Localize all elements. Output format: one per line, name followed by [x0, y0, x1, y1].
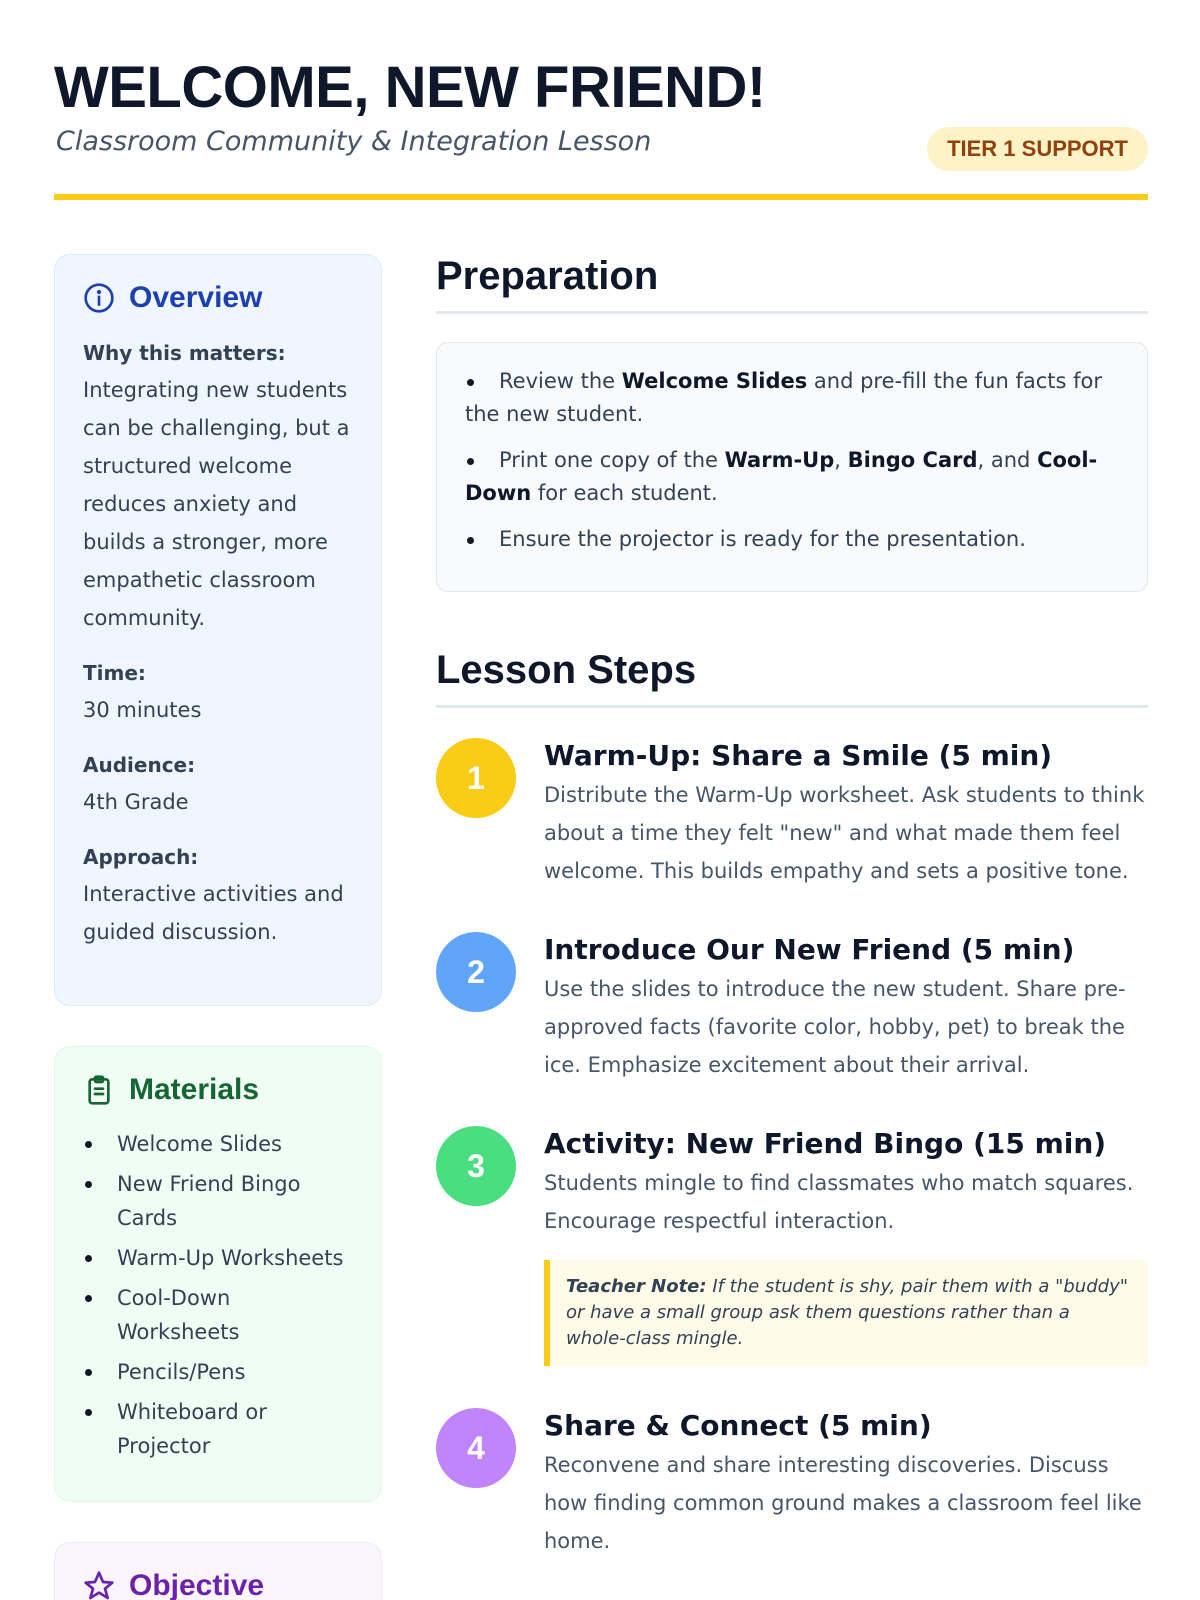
why-text: Integrating new students can be challenging, but a structured welcome reduces anxiety and builds a stronger, more empathetic classroom community.: [83, 378, 350, 630]
list-item: Whiteboard or Projector: [83, 1395, 353, 1463]
list-item: Pencils/Pens: [83, 1355, 353, 1389]
preparation-box: [436, 342, 1148, 592]
teacher-note: [544, 1260, 1148, 1366]
page-header: [54, 52, 1148, 161]
list-item: Warm-Up Worksheets: [83, 1241, 353, 1275]
materials-list: [83, 1127, 353, 1463]
step-title: Activity: New Friend Bingo (15 min): [544, 1127, 1107, 1160]
approach-label: Approach:: [83, 845, 199, 869]
page-title: WELCOME, NEW FRIEND!: [54, 55, 766, 120]
step-number-badge: 2: [436, 932, 516, 1012]
list-item: Review the Welcome Slides and pre-fill the fun facts for the new student.: [465, 365, 1121, 431]
list-item: Cool-Down Worksheets: [83, 1281, 353, 1349]
step-number-badge: 3: [436, 1126, 516, 1206]
step-title: Warm-Up: Share a Smile (5 min): [544, 739, 1053, 772]
lesson-steps: [436, 736, 1148, 1560]
header-divider: [54, 194, 1148, 200]
list-item: Welcome Slides: [83, 1127, 353, 1161]
step-description: Reconvene and share interesting discoveries. Discuss how finding common ground makes a classroom feel like home.: [544, 1453, 1142, 1553]
materials-heading: [83, 1073, 353, 1107]
info-icon: [83, 282, 115, 314]
approach-value: Interactive activities and guided discussion.: [83, 882, 344, 944]
star-icon: [83, 1570, 115, 1600]
sidebar: [54, 254, 382, 1600]
list-item: New Friend Bingo Cards: [83, 1167, 353, 1235]
time-label: Time:: [83, 661, 146, 685]
lesson-steps-title: Lesson Steps: [436, 648, 1148, 708]
objective-heading: [83, 1569, 353, 1600]
list-item: Print one copy of the Warm-Up, Bingo Card, and Cool-Down for each student.: [465, 444, 1121, 510]
lesson-step-3: [436, 1124, 1148, 1366]
step-number-badge: 4: [436, 1408, 516, 1488]
overview-card: [54, 254, 382, 1006]
preparation-title: Preparation: [436, 254, 1148, 314]
time-value: 30 minutes: [83, 698, 202, 722]
overview-title: Overview: [129, 281, 263, 314]
lesson-step-2: [436, 930, 1148, 1084]
step-description: Distribute the Warm-Up worksheet. Ask students to think about a time they felt "new" and what made them feel welcome. This builds empathy and sets a positive tone.: [544, 783, 1145, 883]
materials-title: Materials: [129, 1073, 260, 1106]
objective-title: Objective: [129, 1569, 265, 1600]
materials-card: [54, 1046, 382, 1502]
teacher-note-text: If the student is shy, pair them with a "buddy" or have a small group ask them questions rather than a whole-class mingle.: [566, 1276, 1128, 1349]
step-title: Introduce Our New Friend (5 min): [544, 933, 1075, 966]
audience-label: Audience:: [83, 753, 196, 777]
support-tier-badge: TIER 1 SUPPORT: [927, 127, 1148, 171]
lesson-step-4: [436, 1406, 1148, 1560]
list-item: Ensure the projector is ready for the presentation.: [465, 523, 1121, 556]
page-subtitle: Classroom Community & Integration Lesson: [56, 126, 652, 157]
preparation-list: [465, 365, 1121, 556]
objective-card: [54, 1542, 382, 1600]
why-label: Why this matters:: [83, 341, 286, 365]
step-description: Students mingle to find classmates who match squares. Encourage respectful interaction.: [544, 1171, 1134, 1233]
overview-heading: [83, 281, 353, 315]
audience-value: 4th Grade: [83, 790, 189, 814]
teacher-note-label: Teacher Note:: [566, 1276, 707, 1297]
step-title: Share & Connect (5 min): [544, 1409, 932, 1442]
main-content: [436, 254, 1148, 1600]
step-description: Use the slides to introduce the new student. Share pre-approved facts (favorite color, hobby, pet) to break the ice. Emphasize excitement about their arrival.: [544, 977, 1126, 1077]
lesson-step-1: [436, 736, 1148, 890]
step-number-badge: 1: [436, 738, 516, 818]
clipboard-icon: [83, 1074, 115, 1106]
